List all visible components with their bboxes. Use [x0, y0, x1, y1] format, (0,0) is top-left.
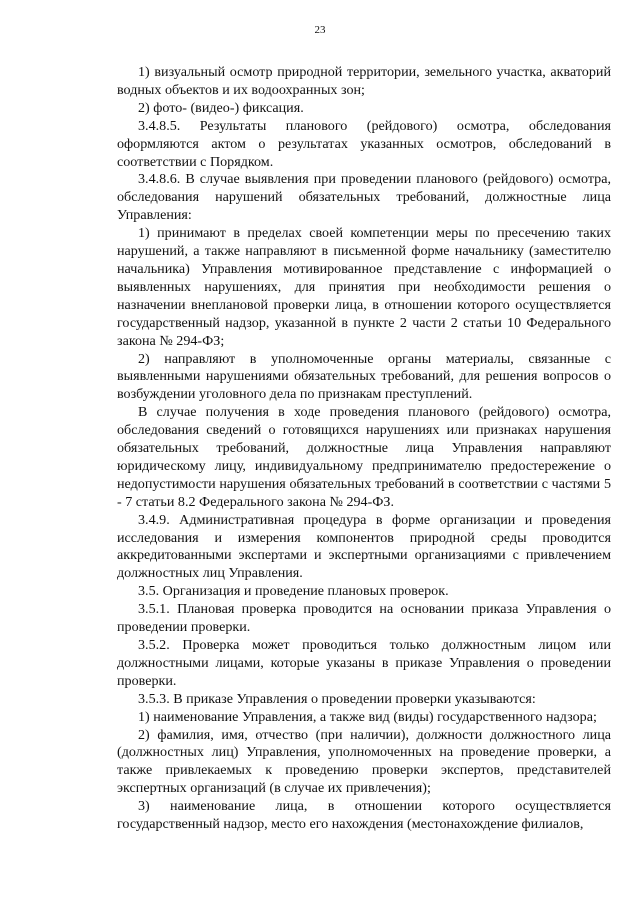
paragraph: 2) фото- (видео-) фиксация. — [138, 99, 304, 116]
paragraph: 3.5.2. Проверка может проводиться только должностным лицом или должностными лицами, которые указаны в приказе Управления о проведении проверки. — [117, 637, 611, 689]
paragraph: 2) фамилия, имя, отчество (при наличии), должности должностного лица (должностных лиц) Управления, уполномоченных на проведение проверки, а также привлекаемых к проведению проверки экспертов, представителей экспертных организаций (в случае их привлечения); — [117, 726, 611, 797]
paragraph: 3.5.3. В приказе Управления о проведении проверки указываются: — [138, 690, 536, 707]
paragraph: 3.4.9. Административная процедура в форме организации и проведения исследования и измерения компонентов природной среды проводится аккредитованными экспертами и экспертными организациями с привлечением должностных лиц Управления. — [117, 511, 611, 582]
paragraph: В случае получения в ходе проведения планового (рейдового) осмотра, обследования сведений о готовящихся нарушениях или признаках нарушения обязательных требований, должностные лица Управления направляют юридическому лицу, индивидуальному предпринимателю предостережение о недопустимости нарушения обязательных требований в соответствии с частями 5 - 7 статьи 8.2 Федерального закона № 294-ФЗ. — [117, 404, 611, 510]
paragraph: 3.5.1. Плановая проверка проводится на основании приказа Управления о проведении проверки. — [117, 601, 611, 636]
paragraph: 1) наименование Управления, а также вид (виды) государственного надзора; — [138, 708, 597, 725]
paragraph: 3.5. Организация и проведение плановых проверок. — [138, 583, 449, 600]
page-number: 23 — [314, 24, 326, 36]
paragraph: 2) направляют в уполномоченные органы материалы, связанные с выявленными нарушениями обязательных требований, для решения вопросов о возбуждении уголовного дела по признакам преступлений. — [117, 350, 611, 403]
document-body — [117, 64, 611, 834]
paragraph: 3) наименование лица, в отношении которого осуществляется государственный надзор, место его нахождения (местонахождение филиалов, — [117, 798, 611, 833]
paragraph: 3.4.8.6. В случае выявления при проведении планового (рейдового) осмотра, обследования нарушений обязательных требований, должностные лица Управления: — [117, 171, 611, 224]
paragraph: 1) визуальный осмотр природной территории, земельного участка, акваторий водных объектов и их водоохранных зон; — [117, 64, 611, 98]
paragraph: 3.4.8.5. Результаты планового (рейдового) осмотра, обследования оформляются актом о результатах указанных осмотров, обследований в соответствии с Порядком. — [117, 117, 611, 170]
paragraph: 1) принимают в пределах своей компетенции меры по пресечению таких нарушений, а также направляют в письменной форме начальнику (заместителю начальника) Управления мотивированное представление с информацией о выявленных нарушениях, для принятия при необходимости решения о назначении внеплановой проверки лица, в отношении которого осуществляется государственный надзор, указанной в пункте 2 части 2 статьи 10 Федерального закона № 294-ФЗ; — [117, 225, 611, 349]
